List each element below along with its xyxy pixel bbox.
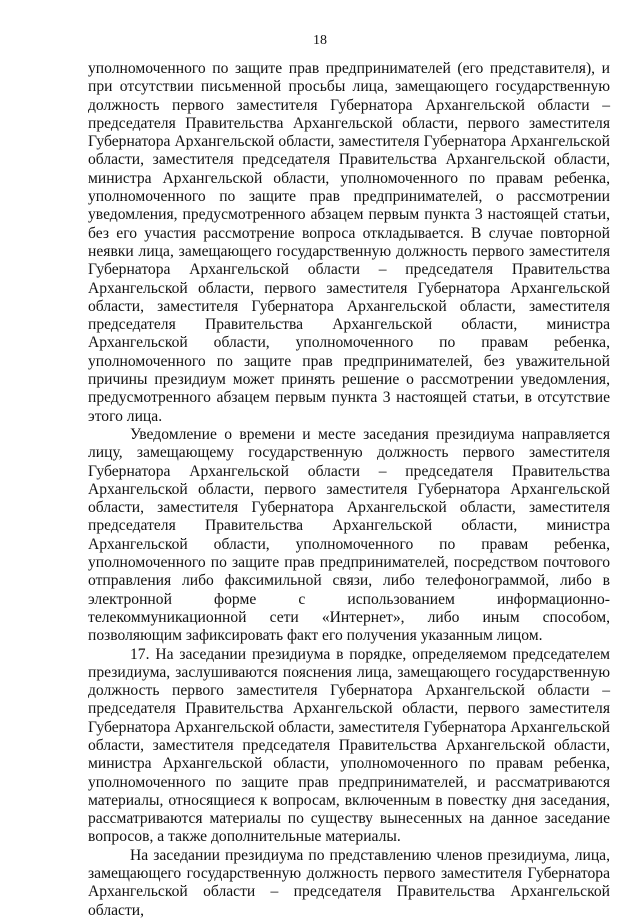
paragraph-item-17: 17. На заседании президиума в порядке, определяемом председателем президиума, заслушиваются пояснения лица, замещающего государственную должность первого заместителя Губернатора Архангельской области – председателя Правительства Архангельской области, первого заместителя Губернатора Архангельской области, заместителя Губернатора Архангельской области, заместителя председателя Правительства Архангельской области, министра Архангельской области, уполномоченного по правам ребенка, уполномоченного по защите прав предпринимателей, и рассматриваются материалы, относящиеся к вопросам, включенным в повестку дня заседания, рассматриваются материалы по существу вынесенных на данное заседание вопросов, а также дополнительные материалы.: [88, 645, 610, 846]
paragraph-continuation: уполномоченного по защите прав предпринимателей (его представителя), и при отсутствии письменной просьбы лица, замещающего государственную должность первого заместителя Губернатора Архангельской области – председателя Правительства Архангельской области, первого заместителя Губернатора Архангельской области, заместителя Губернатора Архангельской области, заместителя председателя Правительства Архангельской области, министра Архангельской области, уполномоченного по правам ребенка, уполномоченного по защите прав предпринимателей, о рассмотрении уведомления, предусмотренного абзацем первым пункта 3 настоящей статьи, без его участия рассмотрение вопроса откладывается. В случае повторной неявки лица, замещающего государственную должность первого заместителя Губернатора Архангельской области – председателя Правительства Архангельской области, первого заместителя Губернатора Архангельской области, заместителя Губернатора Архангельской области, заместителя председателя Правительства Архангельской области, министра Архангельской области, уполномоченного по правам ребенка, уполномоченного по защите прав предпринимателей, без уважительной причины президиум может принять решение о рассмотрении уведомления, предусмотренного абзацем первым пункта 3 настоящей статьи, в отсутствие этого лица.: [88, 60, 610, 425]
paragraph-notification: Уведомление о времени и месте заседания президиума направляется лицу, замещающему государственную должность первого заместителя Губернатора Архангельской области – председателя Правительства Архангельской области, первого заместителя Губернатора Архангельской области, заместителя Губернатора Архангельской области, заместителя председателя Правительства Архангельской области, министра Архангельской области, уполномоченного по правам ребенка, уполномоченного по защите прав предпринимателей, посредством почтового отправления либо факсимильной связи, либо телефонограммой, либо в электронной форме с использованием информационно-телекоммуникационной сети «Интернет», либо иным способом, позволяющим зафиксировать факт его получения указанным лицом.: [88, 425, 610, 645]
paragraph-presidium-meeting: На заседании президиума по представлению членов президиума, лица, замещающего государственную должность первого заместителя Губернатора Архангельской области – председателя Правительства Архангельской области,: [88, 846, 610, 919]
document-body: [88, 60, 610, 920]
page-number: 18: [313, 33, 327, 48]
